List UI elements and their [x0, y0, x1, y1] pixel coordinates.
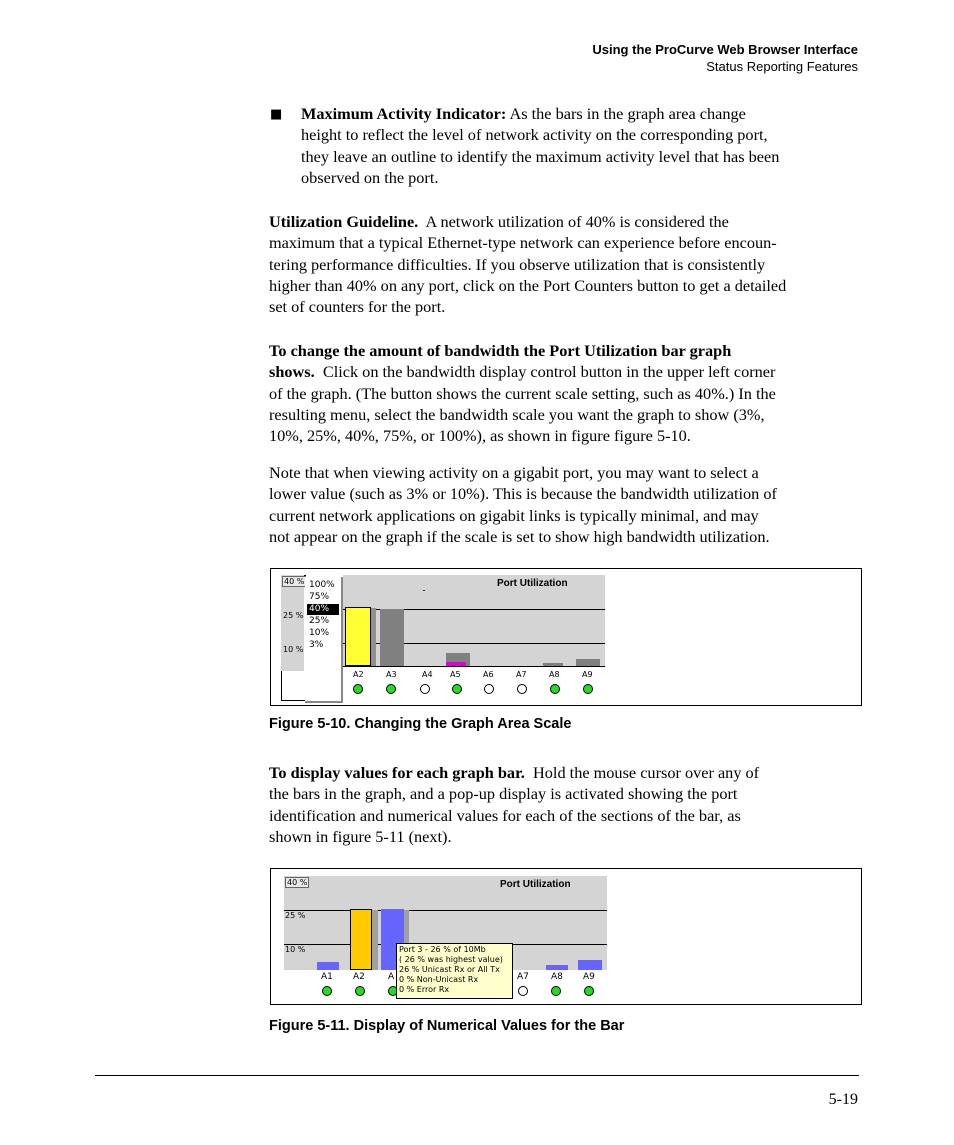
port-label: A9: [583, 972, 595, 982]
menu-item-75[interactable]: 75%: [309, 592, 330, 602]
port-label: A7: [517, 972, 529, 982]
port-status-indicator[interactable]: [583, 684, 593, 694]
bar-a2-max: [371, 608, 376, 666]
display-term: To display values for each graph bar.: [269, 763, 525, 782]
port-value-tooltip: Port 3 - 26 % of 10Mb ( 26 % was highest value) 26 % Unicast Rx or All Tx 0 % Non-Unicast Rx 0 % Error Rx: [396, 943, 513, 999]
graph-area: [343, 575, 605, 667]
port-label: A1: [321, 972, 333, 982]
port-status-indicator[interactable]: [551, 986, 561, 996]
port-label: A4: [422, 670, 433, 679]
port-label: A7: [516, 670, 527, 679]
port-label: A6: [483, 670, 494, 679]
bar-a1[interactable]: [317, 962, 339, 970]
port-status-indicator[interactable]: [550, 684, 560, 694]
menu-item-10[interactable]: 10%: [309, 628, 330, 638]
bullet-term: Maximum Activity Indicator:: [301, 104, 507, 123]
port-status-indicator[interactable]: [452, 684, 462, 694]
page-number: 5-19: [828, 1091, 858, 1108]
port-label: A3: [386, 670, 397, 679]
graph-area: 40 % 25 % 10 % Port Utilization: [284, 876, 607, 970]
menu-item-25[interactable]: 25%: [309, 616, 330, 626]
port-label: A5: [450, 670, 461, 679]
port-status-indicator[interactable]: [386, 684, 396, 694]
port-status-indicator[interactable]: [584, 986, 594, 996]
port-status-indicator[interactable]: [518, 986, 528, 996]
bar-a9[interactable]: [576, 659, 600, 666]
change-scale-paragraph: To change the amount of bandwidth the Port Utilization bar graph shows. Click on the bandwidth display control button in the upper left corner of the graph. (The button shows the current scale setting, such as 40%.) In the resulting menu, select the bandwidth scale you want the graph to show (3%, 10%, 25%, 40%, 75%, or 100%), as shown in figure figure 5-10.: [269, 341, 776, 446]
port-status-indicator[interactable]: [517, 684, 527, 694]
figure-5-11-caption: Figure 5-11. Display of Numerical Values for the Bar: [269, 1018, 625, 1034]
bar-a9[interactable]: [578, 960, 602, 970]
port-label: A8: [549, 670, 560, 679]
bar-a3[interactable]: [380, 609, 404, 666]
port-label: A9: [582, 670, 593, 679]
port-status-indicator[interactable]: [355, 986, 365, 996]
graph-title: Port Utilization: [497, 578, 568, 589]
bar-a2[interactable]: [350, 909, 372, 970]
port-label: A: [388, 972, 395, 982]
port-label: A2: [353, 670, 364, 679]
footer-rule: [95, 1075, 859, 1076]
bar-a8[interactable]: [546, 965, 568, 970]
bar-a8[interactable]: [543, 663, 563, 666]
menu-item-3[interactable]: 3%: [309, 640, 324, 650]
port-status-indicator[interactable]: [353, 684, 363, 694]
bar-a2-max: [372, 910, 378, 970]
scale-button[interactable]: 40 %: [284, 577, 305, 586]
figure-5-10-caption: Figure 5-10. Changing the Graph Area Scale: [269, 716, 572, 732]
port-status-indicator[interactable]: [484, 684, 494, 694]
running-header-subtitle: Status Reporting Features: [706, 59, 858, 74]
bullet-icon: ■: [270, 107, 283, 122]
bullet-paragraph: Maximum Activity Indicator: As the bars in the graph area change height to reflect the level of network activity on the corresponding port, they leave an outline to identify the maximum activity level that has been observed on the port.: [301, 104, 780, 187]
port-label: A2: [353, 972, 365, 982]
port-strip: [343, 667, 605, 699]
scale-button[interactable]: 40 %: [287, 878, 308, 887]
guideline-term: Utilization Guideline.: [269, 212, 419, 231]
menu-item-40[interactable]: 40%: [307, 604, 339, 615]
gigabit-note-paragraph: Note that when viewing activity on a gigabit port, you may want to select a lower value (such as 3% or 10%). This is because the bandwidth utilization of current network applications on gigabit links is typically minimal, and may not appear on the graph if the scale is set to show high bandwidth utilization.: [269, 463, 777, 546]
display-values-paragraph: To display values for each graph bar. Hold the mouse cursor over any of the bars in the graph, and a pop-up display is activated showing the port identification and numerical values for each of the sections of the bar, as shown in figure 5-11 (next).: [269, 763, 760, 846]
running-header-title: Using the ProCurve Web Browser Interface: [592, 42, 858, 57]
figure-5-10: 40 % 25 % 10 % 100% 75% 40% 25% 10% 3% Port Utilization A2 A3 A4 A5 A6 A7 A8 A9: [270, 568, 862, 706]
graph-title: Port Utilization: [500, 879, 571, 890]
guideline-paragraph: Utilization Guideline. A network utilization of 40% is considered the maximum that a typical Ethernet-type network can experience before encoun- tering performance difficulties. If you observe utilization that is consistently higher than 40% on any port, click on the Port Counters button to get a detailed set of counters for the port.: [269, 212, 787, 317]
port-label: A8: [551, 972, 563, 982]
bar-a5-fill: [446, 662, 466, 666]
port-status-indicator[interactable]: [420, 684, 430, 694]
bar-a2[interactable]: [345, 607, 371, 666]
menu-item-100[interactable]: 100%: [309, 580, 335, 590]
port-status-indicator[interactable]: [322, 986, 332, 996]
figure-5-11: [270, 868, 862, 1005]
